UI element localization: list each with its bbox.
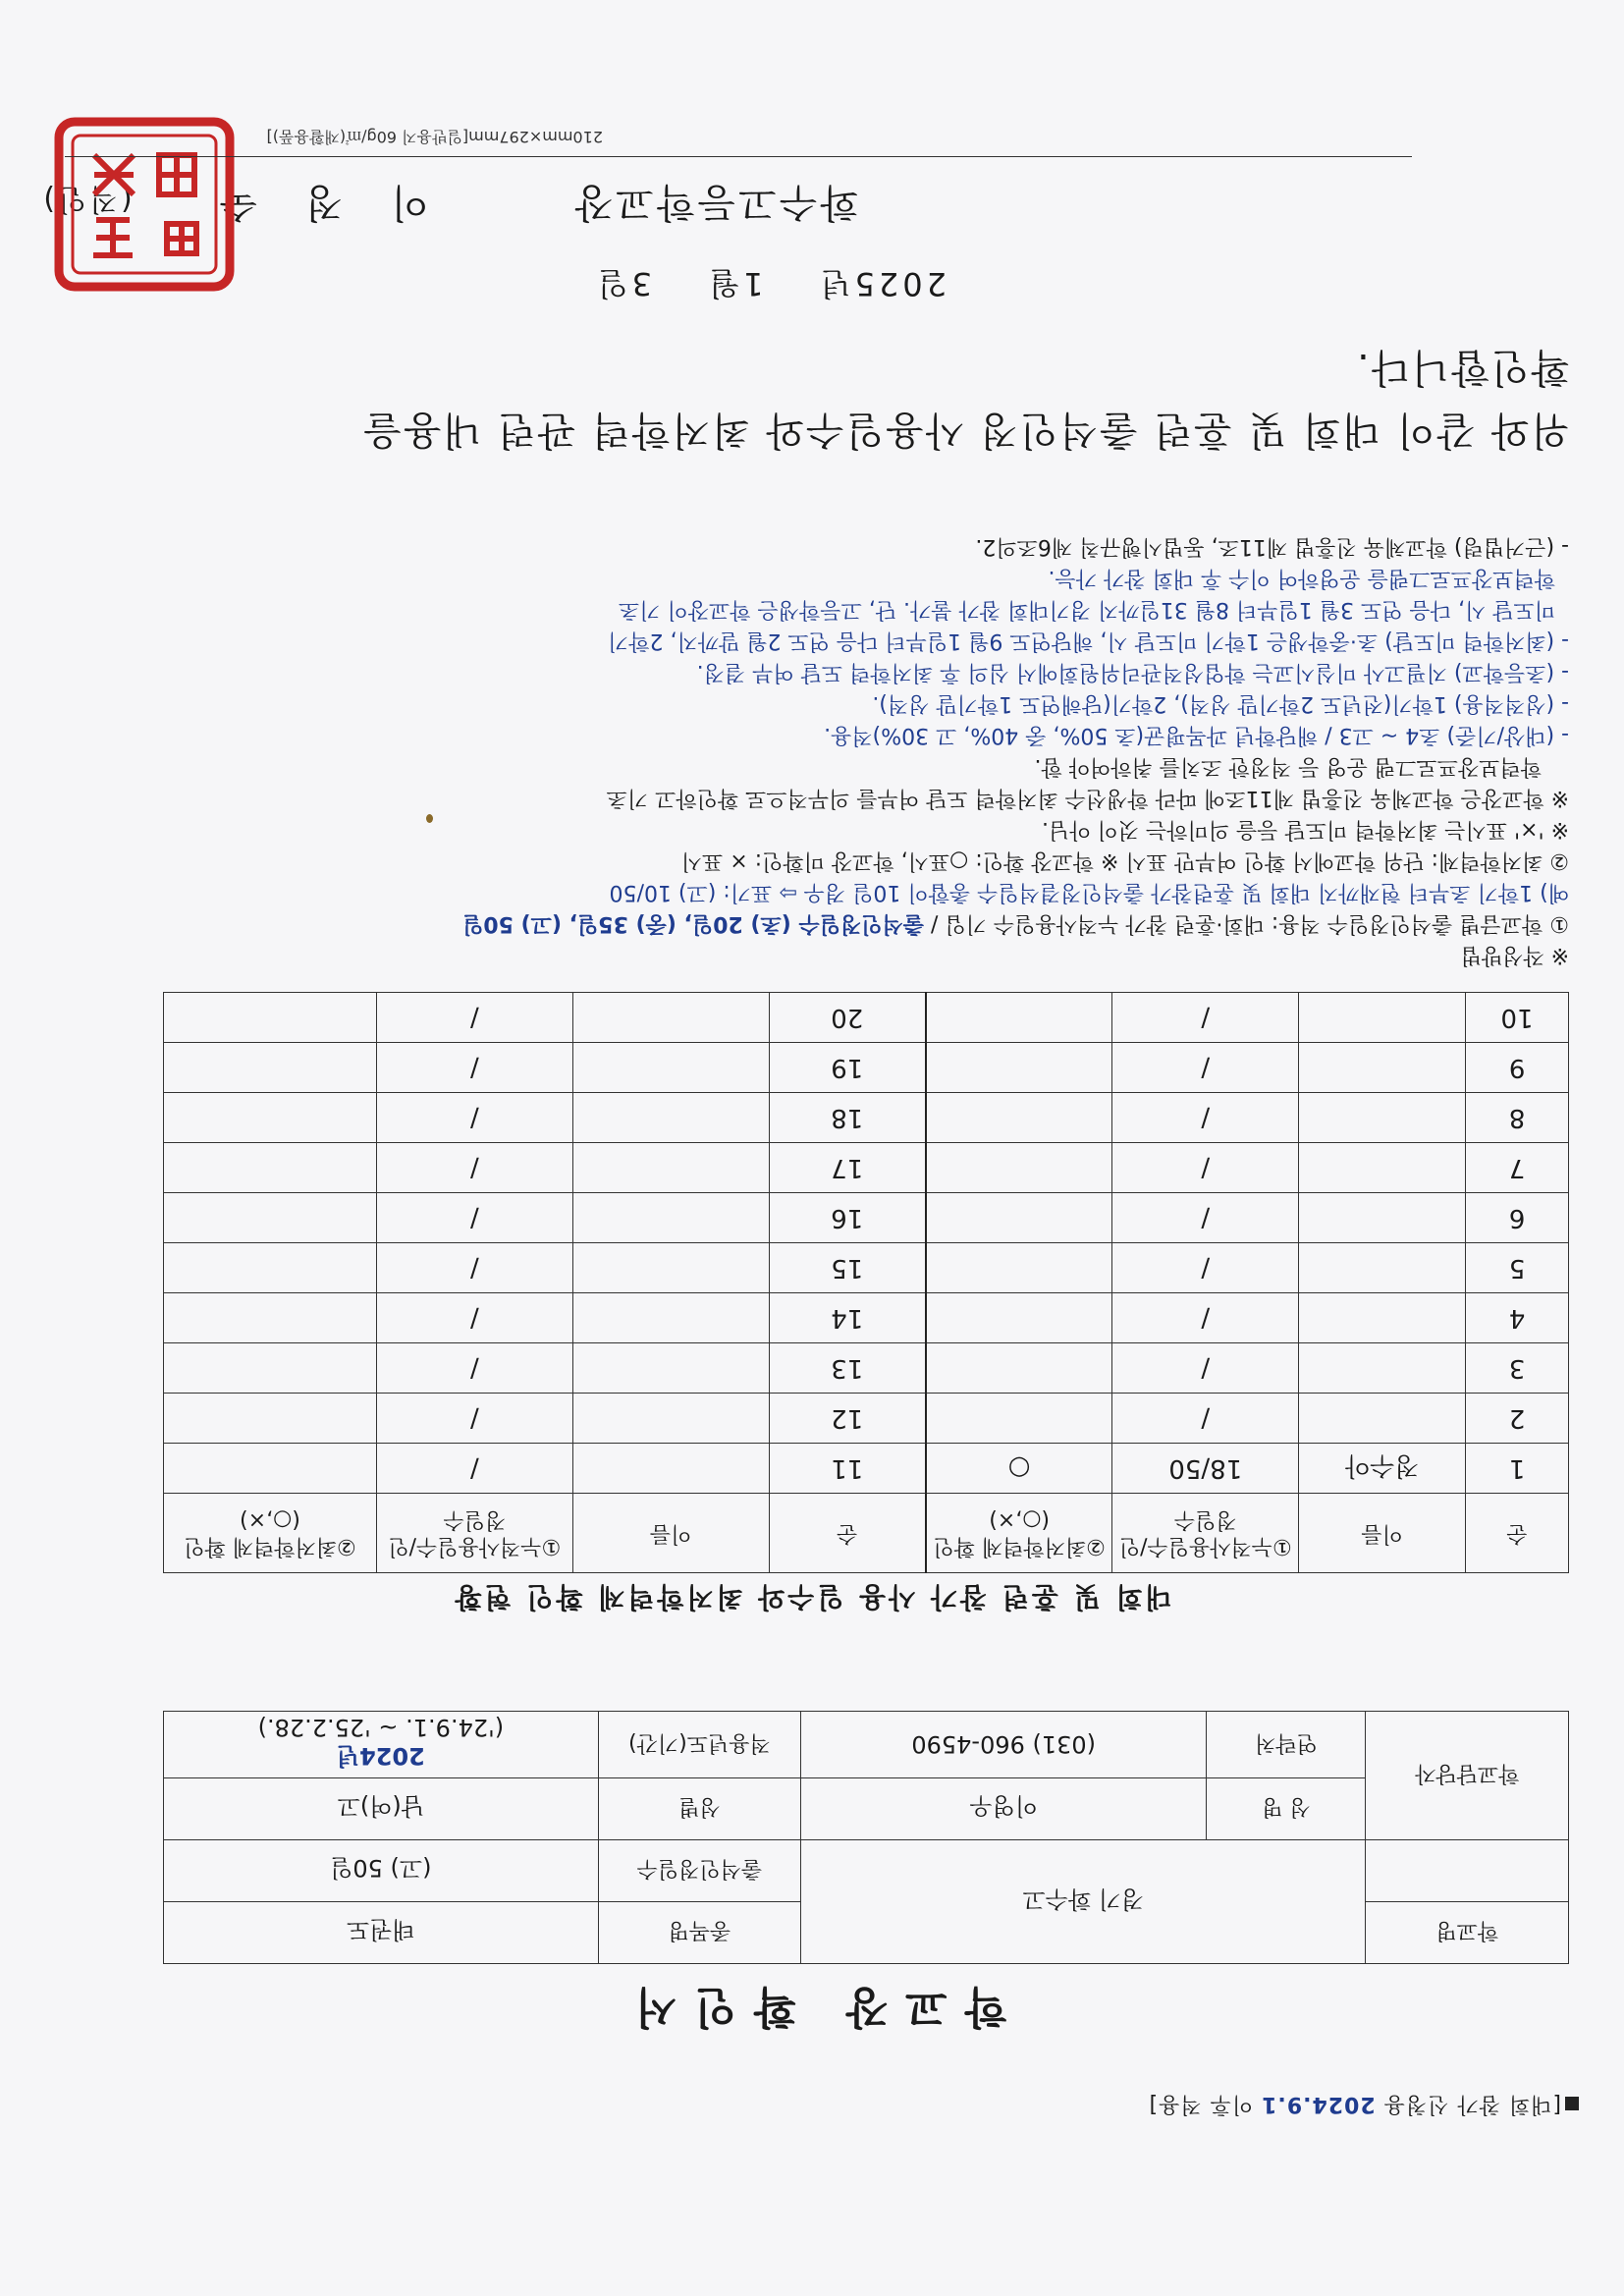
row-check: [164, 1143, 377, 1193]
row-name: [1299, 1394, 1466, 1444]
row-days: /: [376, 1343, 572, 1394]
writing-guide: [96, 530, 1569, 970]
row-name: [572, 1444, 769, 1494]
issue-date: 2025년 1월 3일: [593, 265, 947, 302]
school-label: 학교명: [1366, 1902, 1569, 1964]
row-days: /: [376, 1243, 572, 1293]
row-check: [926, 1343, 1112, 1394]
row-no: 12: [769, 1394, 926, 1444]
row-no: 2: [1466, 1394, 1569, 1444]
row-name: [572, 1243, 769, 1293]
guide-item: ② 최저학력제: 단위 학교에서 확인 여부만 표시 ※ 학교장 확인: ○표시, 학교장 미확인: × 표시: [680, 848, 1569, 873]
guide-item: - (대상/기준) 초4 ~ 고3 / 해당학년 과목평균(초 50%, 중 40%, 고 30%)적용.: [824, 723, 1569, 747]
row-no: 16: [769, 1193, 926, 1243]
row-check: [926, 1193, 1112, 1243]
row-name: [572, 1093, 769, 1143]
row-no: 4: [1466, 1293, 1569, 1343]
row-days: /: [376, 1293, 572, 1343]
guide-item: - (성적적용) 1학기(전년도 2학기말 성적), 2학기(당해연도 1학기말 성적).: [872, 691, 1569, 716]
official-seal-stamp-icon: [53, 116, 236, 293]
guide-item: - (근거법령) 학교체육 진흥법 제11조, 동법시행규칙 제6조의2.: [975, 534, 1569, 559]
guide-heading: ※ 작성방법: [1460, 943, 1569, 967]
row-days: /: [1112, 1243, 1299, 1293]
row-name: [572, 1193, 769, 1243]
row-check: [926, 1394, 1112, 1444]
contact-label: 연락처: [1207, 1712, 1366, 1778]
col-no-left: 순: [1466, 1494, 1569, 1573]
seal-label: (직인): [40, 182, 133, 216]
list-title: 대회 및 훈련 참가 사용 일수와 최저학력제 확인 현황: [452, 1581, 1172, 1613]
row-name: [1299, 1243, 1466, 1293]
col-check-right: ②최저학력제 확인(○,×): [164, 1494, 377, 1573]
row-check: [926, 1243, 1112, 1293]
row-check: [926, 1093, 1112, 1143]
row-check: [164, 993, 377, 1043]
row-no: 20: [769, 993, 926, 1043]
row-days: /: [376, 1193, 572, 1243]
row-no: 13: [769, 1343, 926, 1394]
row-no: 14: [769, 1293, 926, 1343]
row-name: [572, 1343, 769, 1394]
row-name: [572, 1043, 769, 1093]
gender-label: 성별: [598, 1778, 801, 1840]
row-no: 7: [1466, 1143, 1569, 1193]
row-name: [1299, 1293, 1466, 1343]
row-no: 15: [769, 1243, 926, 1293]
period-range: ('24.9.1. ~ '25.2.28.): [257, 1714, 505, 1741]
row-check: [926, 1143, 1112, 1193]
row-no: 9: [1466, 1043, 1569, 1093]
row-name: [1299, 1043, 1466, 1093]
row-no: 17: [769, 1143, 926, 1193]
table-row: [164, 1444, 1569, 1494]
row-check: [926, 1043, 1112, 1093]
guide-item: 예) 1학기 초부터 현재까지 대회 및 훈련참가 출석인정결석일수 총합이 10일 경우 ⇨ 표기: (고) 10/50: [609, 880, 1569, 904]
table-row: [164, 1243, 1569, 1293]
guide-item: 학력보장프로그램 운영 등 적정한 조치를 취하여야 함.: [1034, 754, 1542, 779]
name-value: 이영우: [801, 1778, 1207, 1840]
period-label: 적용년도(기간): [598, 1712, 801, 1778]
gender-value: 남(여)고: [164, 1778, 599, 1840]
guide-item: ※ 학교장은 학교체육 진흥법 제11조에 따라 학생선수 최저학력 도달 여부를 의무적으로 확인하고 기초: [606, 786, 1569, 810]
col-name-left: 이름: [1299, 1494, 1466, 1573]
athlete-list-table: [163, 992, 1569, 1573]
row-no: 6: [1466, 1193, 1569, 1243]
row-name: [1299, 1093, 1466, 1143]
row-check: [164, 1444, 377, 1494]
row-no: 19: [769, 1043, 926, 1093]
row-no: 3: [1466, 1343, 1569, 1394]
row-no: 1: [1466, 1444, 1569, 1494]
row-name: [1299, 993, 1466, 1043]
row-check: [164, 1343, 377, 1394]
row-days: /: [376, 1143, 572, 1193]
row-check: [164, 1093, 377, 1143]
row-no: 8: [1466, 1093, 1569, 1143]
attend-value: (고) 50일: [164, 1840, 599, 1902]
square-bullet-icon: [1565, 2097, 1579, 2110]
row-no: 18: [769, 1093, 926, 1143]
row-check: [926, 1293, 1112, 1343]
table-row: [164, 1093, 1569, 1143]
row-days: /: [1112, 1143, 1299, 1193]
table-row: [164, 1043, 1569, 1093]
col-days-right: ①누적사용일수/인정일수: [376, 1494, 572, 1573]
row-days: /: [376, 1043, 572, 1093]
table-row: [164, 1293, 1569, 1343]
row-days: 18/50: [1112, 1444, 1299, 1494]
guide-item: - (최저학력 미도달) 초·중학생은 1학기 미도달 시, 해당연도 9월 1일부터 다음 연도 2월 말까지, 2학기: [607, 629, 1569, 653]
paper-spec: 210mm×297mm[일반용지 60g/㎡(재활용품)]: [266, 128, 603, 146]
col-no-right: 순: [769, 1494, 926, 1573]
guide-item: ※ '×' 표시는 최저학력 미도달 등을 의미하는 것이 아님.: [1042, 817, 1569, 842]
table-row: [164, 993, 1569, 1043]
row-days: /: [1112, 1193, 1299, 1243]
guide-item: 미도달 시, 다음 연도 3월 1일부터 8월 31일까지 경기대회 참가 불가. 단, 고등학생은 학교장이 기초: [619, 597, 1555, 622]
guide-item: ① 학교급별 출석인정일수 적용: 대회·훈련 참가 누적사용일수 기입 / 출석인정일수 (초) 20일, (중) 35일, (고) 50일: [462, 911, 1569, 936]
name-label: 성 명: [1207, 1778, 1366, 1840]
confirmation-statement: 위와 같이 대회 및 훈련 출석인정 사용일수와 최저학력 관련 내용을 확인합니다.: [361, 345, 1569, 453]
period-value: [164, 1712, 599, 1778]
row-name: [572, 993, 769, 1043]
row-no: 10: [1466, 993, 1569, 1043]
row-days: /: [376, 993, 572, 1043]
row-check: [164, 1193, 377, 1243]
principal-name: 이 정 숙: [216, 180, 429, 225]
table-row: [164, 1193, 1569, 1243]
row-days: /: [376, 1093, 572, 1143]
row-name: [1299, 1193, 1466, 1243]
school-info-table: [163, 1711, 1569, 1964]
sport-value: 태권도: [164, 1902, 599, 1964]
row-check: [164, 1394, 377, 1444]
row-no: 11: [769, 1444, 926, 1494]
table-row: [164, 1394, 1569, 1444]
principal-school: 화수고등학교장: [571, 180, 858, 225]
period-year: 2024년: [336, 1742, 425, 1770]
table-row: [164, 1143, 1569, 1193]
sport-label: 종목명: [598, 1902, 801, 1964]
row-days: /: [1112, 1093, 1299, 1143]
row-check: ○: [926, 1444, 1112, 1494]
document-title: 학교장 확인서: [617, 1982, 1007, 2032]
row-days: /: [1112, 993, 1299, 1043]
row-days: /: [376, 1394, 572, 1444]
application-note: [대회 참가 신청용 2024.9.1 이후 적용]: [1149, 2091, 1579, 2121]
row-name: [572, 1143, 769, 1193]
col-check-left: ②최저학력제 확인(○,×): [926, 1494, 1112, 1573]
footer-rule: [65, 156, 1412, 157]
row-days: /: [1112, 1043, 1299, 1093]
row-check: [164, 1293, 377, 1343]
row-days: /: [376, 1444, 572, 1494]
row-name: [1299, 1143, 1466, 1193]
row-days: /: [1112, 1394, 1299, 1444]
row-check: [164, 1243, 377, 1293]
row-check: [164, 1043, 377, 1093]
row-name: [572, 1293, 769, 1343]
row-no: 5: [1466, 1243, 1569, 1293]
school-value: 경기 화수고: [801, 1840, 1366, 1964]
guide-item: 학력보장프로그램을 운영하여 이수 후 대회 참가 가능.: [1048, 566, 1555, 590]
row-days: /: [1112, 1293, 1299, 1343]
contact-value: (031) 960-4590: [801, 1712, 1207, 1778]
ink-spot: [426, 814, 433, 823]
col-name-right: 이름: [572, 1494, 769, 1573]
row-name: [572, 1394, 769, 1444]
row-check: [926, 993, 1112, 1043]
row-name: 정수아: [1299, 1444, 1466, 1494]
row-name: [1299, 1343, 1466, 1394]
row-days: /: [1112, 1343, 1299, 1394]
attend-label: 출석인정일수: [598, 1840, 801, 1902]
table-row: [164, 1343, 1569, 1394]
manager-label: 학교담당자: [1366, 1712, 1569, 1840]
guide-item: - (초등학교) 지필고사 미실시교는 학업성적관리위원회에서 심의 후 최저학력 도달 여부 결정.: [696, 660, 1569, 684]
col-days-left: ①누적사용일수/인정일수: [1112, 1494, 1299, 1573]
